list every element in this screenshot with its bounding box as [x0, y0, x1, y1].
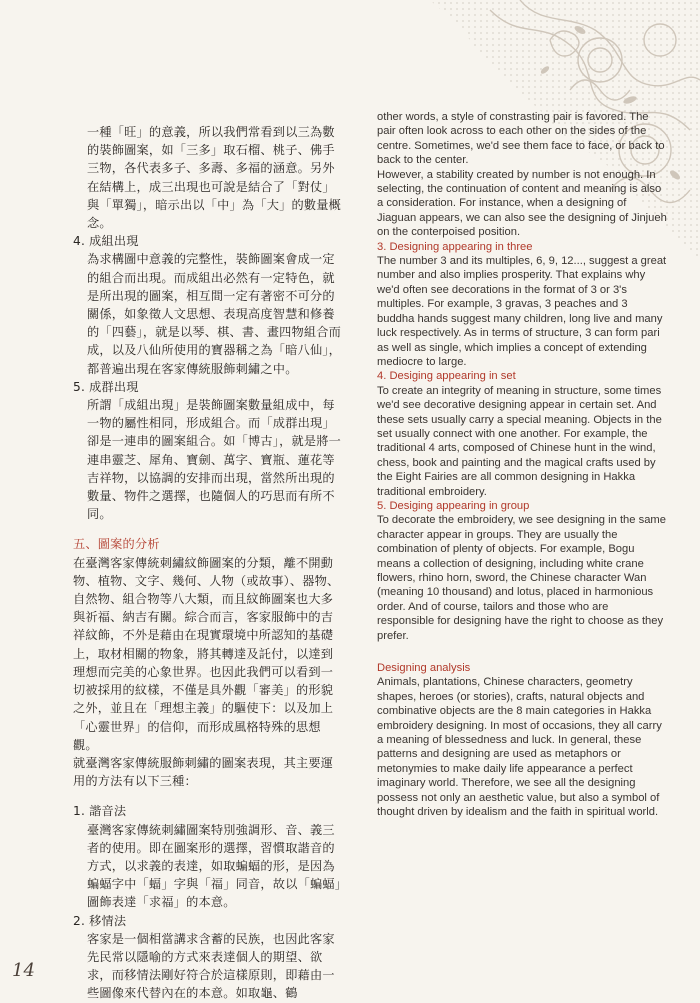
method1-body: 臺灣客家傳統刺繡圖案特別強調形、音、義三者的使用。即在圖案形的選擇，習慣取諧音的方式，以求義的表達，如取蝙蝠的形，是因為蝙蝠字中「蝠」字與「福」同音，故以「蝙蝠」圖飾表達「求福」的本意。: [87, 822, 342, 910]
set-body: To create an integrity of meaning in structure, some times we'd see decorative designing appear in certain set. And these sets usually carry a special meaning. Objects in the set usually connect with one another. For example, the traditional 4 arts, composed of Chinese hunt in the wind, chess, book and painting and the magical crafts used by the Eight Fairies are all common designing in Hakka traditional embroidery.: [377, 384, 662, 498]
item5-body: 所謂「成組出現」是裝飾圖案數量組成中，每一物的屬性相同，形成組合。而「成群出現」卻是一連串的圖案組合。如「博古」，就是將一連串靈芝、犀角、寶劍、萬字、寶瓶、蓮花等吉祥物，以協調的安排而出現，當然所出現的數量、物件之選擇，也隨個人的巧思而有所不同。: [87, 398, 342, 522]
section5-intro: 就臺灣客家傳統服飾刺繡的圖案表現，其主要運用的方法有以下三種：: [73, 755, 334, 789]
three-heading: 3. Designing appearing in three: [377, 240, 533, 253]
intro-paragraph: 一種「旺」的意義，所以我們常看到以三為數的裝飾圖案，如「三多」取石榴、桃子、佛手三物，各代表多子、多壽、多福的涵意。另外在結構上，成三出現也可說是結合了「對仗」與「單獨」，暗示出以「中」為「大」的數量概念。: [87, 125, 342, 231]
analysis-body: Animals, plantations, Chinese characters, geometry shapes, heroes (or stories), crafts, natural objects and combinative objects are the 8 main categories in Hakka embroidery designing. In most of occasions, they all carry a meaning of blessedness and luck. In general, these patterns and designing are used as metaphors or metonymies to make daily life appearance a perfect imaginary world. Therefore, we see all the designing possess not only an aesthetic value, but also a symbol of thought driven by idealism and the faith in spiritual world.: [377, 676, 662, 819]
method1-heading: 1. 諧音法: [73, 804, 127, 819]
group-body: To decorate the embroidery, we see designing in the same character appear in groups. They are usually the combination of plenty of objects. For example, Bogu means a collection of designing, including white crane flowers, rhino horn, sword, the Chinese character Wan (meaning 10 thousand) and lotus, placed in harmonious order. And of course, tailors and those who are responsible for designing have the right to choose as they prefer.: [377, 514, 666, 642]
page-number: 14: [12, 960, 35, 981]
method2-heading: 2. 移情法: [73, 913, 127, 928]
english-column: [377, 110, 667, 820]
method2-body: 客家是一個相當講求含蓄的民族，也因此客家先民常以隱喻的方式來表達個人的期望、欲求，而移情法剛好符合於這樣原則，即藉由一些圖像來代替內在的本意。如取龜、鶴: [87, 931, 335, 1001]
chinese-column: [73, 123, 345, 1003]
item5-heading: 5. 成群出現: [73, 379, 139, 394]
para-contrast: other words, a style of constrasting pair is favored. The pair often look across to each other on the sides of the centre. Sometimes, we'd see them face to face, or back to back to the center.: [377, 111, 665, 167]
three-body: The number 3 and its multiples, 6, 9, 12..., suggest a great number and also implies prosperity. That explains why we'd often see decorations in the format of 3 or 3's multiples. For example, 3 gravas, 3 peaches and 3 buddha hands suggest many children, long live and many luck respectively. As in terms of structure, 3 can form pari as well as single, which implies a concept of extending mediocre to large.: [377, 255, 667, 368]
para-stability: However, a stability created by number is not enough. In selecting, the continuation of content and meaning is also a consideration. For instance, when a designing of Jiaguan appears, we can also see the designing of Jinjueh on the conterpoised position.: [377, 168, 667, 239]
set-heading: 4. Desiging appearing in set: [377, 370, 516, 383]
analysis-heading: Designing analysis: [377, 662, 471, 675]
section5-body: 在臺灣客家傳統刺繡紋飾圖案的分類，離不開動物、植物、文字、幾何、人物（或故事）、器物、自然物、組合物等八大類，而且紋飾圖案也大多與祈福、納吉有關。綜合而言，客家服飾中的吉祥紋飾，不外是藉由在現實環境中所認知的基礎上，取材相關的物象，將其轉達及託付，以達到理想而完美的心象世界。也因此我們可以看到一切被採用的紋樣，不僅是具外觀「審美」的形貌之外，並且在「理想主義」的驅使下：以及加上「心靈世界」的信仰，而形成風格特殊的思想觀。: [73, 555, 340, 752]
item4-body: 為求構圖中意義的完整性，裝飾圖案會成一定的組合而出現。而成組出必然有一定特色，就是所出現的圖案，相互間一定有著密不可分的關係，如象徵人文思想、表現高度智慧和修養的「四藝」，就是以琴、棋、書、畫四物組合而成，以及八仙所使用的寶器稱之為「暗八仙」，都普遍出現在客家傳統服飾刺繡之中。: [87, 252, 342, 376]
group-heading: 5. Desiging appearing in group: [377, 499, 530, 512]
item4-heading: 4. 成組出現: [73, 234, 139, 249]
section5-heading: 五、圖案的分析: [73, 537, 160, 552]
